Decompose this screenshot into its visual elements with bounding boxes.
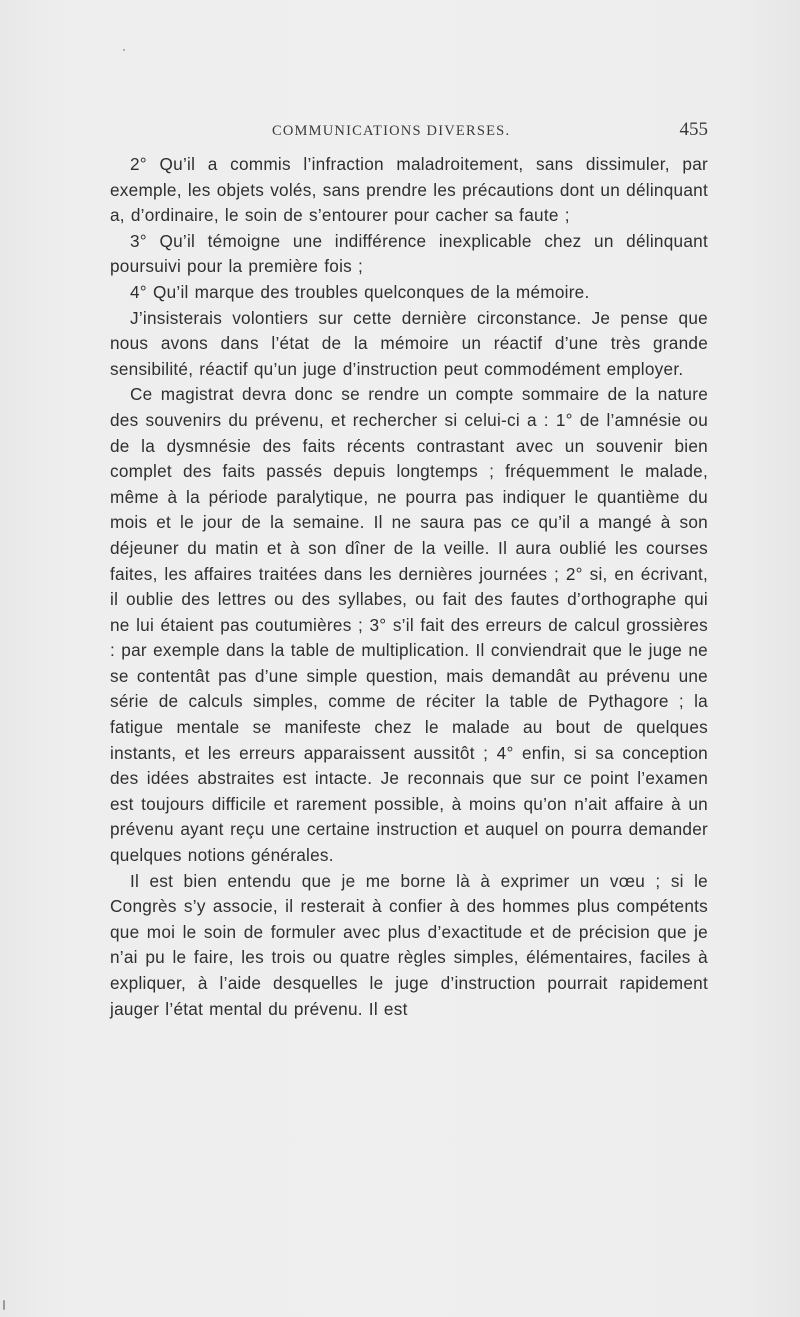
page-speck bbox=[123, 49, 125, 51]
body-text bbox=[110, 152, 708, 1022]
paragraph-item-4: 4° Qu’il marque des troubles quelconques de la mémoire. bbox=[130, 281, 590, 302]
paragraph-congress-wish: Il est bien entendu que je me borne là à exprimer un vœu ; si le Congrès s’y associe, il resterait à confier à des hommes plus compétents que moi le soin de formuler avec plus d’exactitude et de précision que je n’ai pu le faire, les trois ou quatre règles simples, élémentaires, faciles à expliquer, à l’aide desquelles le juge d’instruction pourrait rapidement jauger l’état mental du prévenu. Il est bbox=[110, 870, 708, 1019]
page-header bbox=[110, 121, 708, 143]
running-head: COMMUNICATIONS DIVERSES. bbox=[272, 123, 511, 139]
paragraph-memory-insistence: J’insisterais volontiers sur cette dernière circonstance. Je pense que nous avons dans l’état de la mémoire un réactif d’une très grande sensibilité, réactif qu’un juge d’instruction peut commodément employer. bbox=[110, 307, 708, 379]
page-number: 455 bbox=[679, 119, 708, 140]
paragraph-item-2: 2° Qu’il a commis l’infraction maladroitement, sans dissimuler, par exemple, les objets volés, sans prendre les précautions dont un délinquant a, d’ordinaire, le soin de s’entourer pour cacher sa faute ; bbox=[110, 154, 708, 226]
page-speck bbox=[3, 1300, 5, 1310]
paragraph-item-3: 3° Qu’il témoigne une indifférence inexplicable chez un délinquant poursuivi pour la première fois ; bbox=[110, 230, 708, 277]
paragraph-magistrate-examination: Ce magistrat devra donc se rendre un compte sommaire de la nature des souvenirs du prévenu, et rechercher si celui-ci a : 1° de l’amnésie ou de la dysmnésie des faits récents contrastant avec un souvenir bien complet des faits passés depuis longtemps ; fréquemment le malade, même à la période paralytique, ne pourra pas indiquer le quantième du mois et le jour de la semaine. Il ne saura pas ce qu’il a mangé à son déjeuner du matin et à son dîner de la veille. Il aura oublié les courses faites, les affaires traitées dans les dernières journées ; 2° si, en écrivant, il oublie des lettres ou des syllabes, ou fait des fautes d’orthographe qui ne lui étaient pas coutumières ; 3° s’il fait des erreurs de calcul grossières : par exemple dans la table de multiplication. Il conviendrait que le juge ne se contentât pas d’une simple question, mais demandât au prévenu une série de calculs simples, comme de réciter la table de Pythagore ; la fatigue mentale se manifeste chez le malade au bout de quelques instants, et les erreurs apparaissent aussitôt ; 4° enfin, si sa conception des idées abstraites est intacte. Je reconnais que sur ce point l’examen est toujours difficile et rarement possible, à moins qu’on n’ait affaire à un prévenu ayant reçu une certaine instruction et auquel on pourra demander quelques notions générales. bbox=[110, 384, 708, 866]
